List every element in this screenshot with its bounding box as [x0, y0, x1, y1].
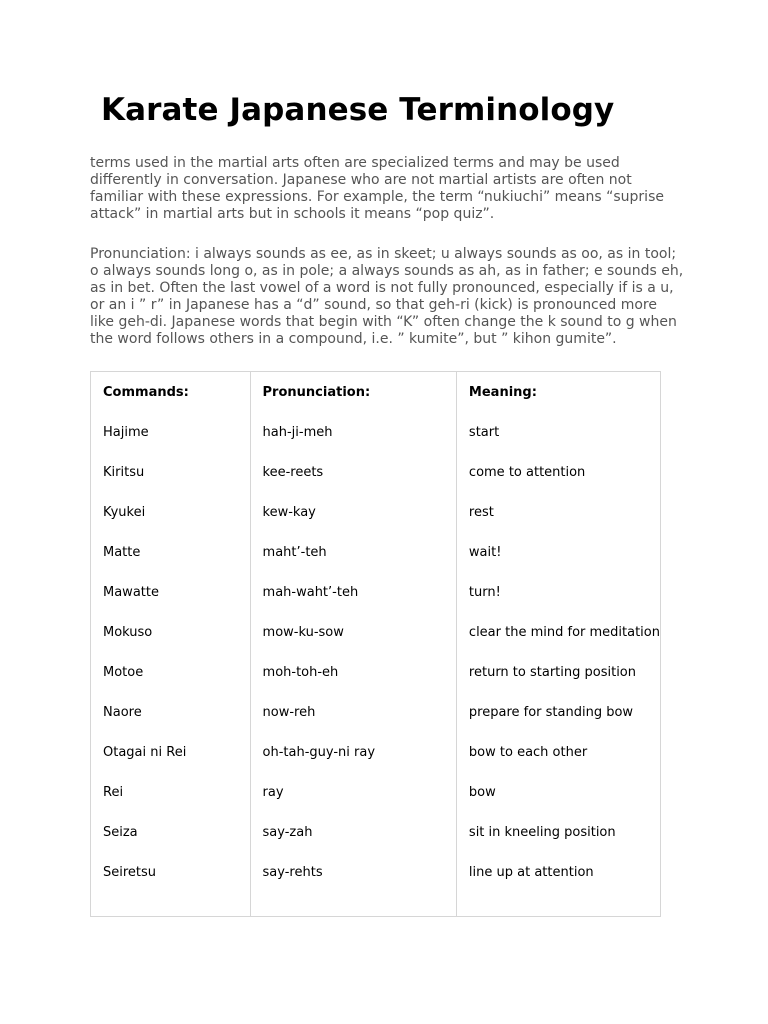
- meaning-cell: prepare for standing bow: [456, 692, 660, 732]
- table-row: [91, 692, 661, 732]
- meaning-cell: sit in kneeling position: [456, 812, 660, 852]
- command-cell: Matte: [91, 532, 251, 572]
- table-row: [91, 852, 661, 892]
- command-cell: Seiretsu: [91, 852, 251, 892]
- pronunciation-cell: oh-tah-guy-ni ray: [250, 732, 456, 772]
- command-cell: Kiritsu: [91, 452, 251, 492]
- meaning-cell: start: [456, 412, 660, 452]
- command-cell: Kyukei: [91, 492, 251, 532]
- command-cell: Hajime: [91, 412, 251, 452]
- table-row: [91, 452, 661, 492]
- command-cell: Mokuso: [91, 612, 251, 652]
- table-row: [91, 812, 661, 852]
- pronunciation-cell: mah-waht’-teh: [250, 572, 456, 612]
- pronunciation-paragraph: Pronunciation: i always sounds as ee, as in skeet; u always sounds as oo, as in tool; o always sounds long o, as in pole; a always sounds as ah, as in father; e sounds eh, as in bet. Often the last vowel of a word is not fully pronounced, especially if is a u, or an i ” r” in Japanese has a “d” sound, so that geh-ri (kick) is pronounced more like geh-di. Japanese words that begin with “K” often change the k sound to g when the word follows others in a compound, i.e. ” kumite”, but ” kihon gumite”.: [90, 246, 684, 347]
- command-cell: Seiza: [91, 812, 251, 852]
- intro-paragraph: terms used in the martial arts often are specialized terms and may be used differently in conversation. Japanese who are not martial artists are often not familiar with these expressions. For example, the term “nukiuchi” means “suprise attack” in martial arts but in schools it means “pop quiz”.: [90, 155, 664, 222]
- empty-cell: [456, 892, 660, 917]
- meaning-cell: clear the mind for meditation: [456, 612, 660, 652]
- pronunciation-cell: mow-ku-sow: [250, 612, 456, 652]
- meaning-cell: bow: [456, 772, 660, 812]
- command-cell: Naore: [91, 692, 251, 732]
- table-row: [91, 532, 661, 572]
- terminology-table: [90, 371, 661, 917]
- table-row: [91, 572, 661, 612]
- table-header-row: [91, 372, 661, 413]
- command-cell: Otagai ni Rei: [91, 732, 251, 772]
- meaning-cell: return to starting position: [456, 652, 660, 692]
- pronunciation-cell: moh-toh-eh: [250, 652, 456, 692]
- table-header: [91, 372, 661, 413]
- meaning-cell: turn!: [456, 572, 660, 612]
- command-cell: Rei: [91, 772, 251, 812]
- command-cell: Motoe: [91, 652, 251, 692]
- empty-cell: [250, 892, 456, 917]
- pronunciation-cell: kee-reets: [250, 452, 456, 492]
- table-body: [91, 412, 661, 917]
- meaning-cell: line up at attention: [456, 852, 660, 892]
- command-cell: Mawatte: [91, 572, 251, 612]
- table-row: [91, 652, 661, 692]
- table-row: [91, 772, 661, 812]
- table-row: [91, 732, 661, 772]
- meaning-cell: wait!: [456, 532, 660, 572]
- empty-cell: [91, 892, 251, 917]
- pronunciation-cell: kew-kay: [250, 492, 456, 532]
- header-meaning: Meaning:: [456, 372, 660, 413]
- header-commands: Commands:: [91, 372, 251, 413]
- pronunciation-cell: hah-ji-meh: [250, 412, 456, 452]
- table-bottom-spacer: [91, 892, 661, 917]
- table-row: [91, 492, 661, 532]
- meaning-cell: bow to each other: [456, 732, 660, 772]
- pronunciation-cell: ray: [250, 772, 456, 812]
- pronunciation-cell: say-rehts: [250, 852, 456, 892]
- meaning-cell: come to attention: [456, 452, 660, 492]
- pronunciation-cell: now-reh: [250, 692, 456, 732]
- page-title: Karate Japanese Terminology: [101, 92, 615, 128]
- pronunciation-cell: maht’-teh: [250, 532, 456, 572]
- header-pronunciation: Pronunciation:: [250, 372, 456, 413]
- pronunciation-cell: say-zah: [250, 812, 456, 852]
- meaning-cell: rest: [456, 492, 660, 532]
- table-row: [91, 412, 661, 452]
- table-row: [91, 612, 661, 652]
